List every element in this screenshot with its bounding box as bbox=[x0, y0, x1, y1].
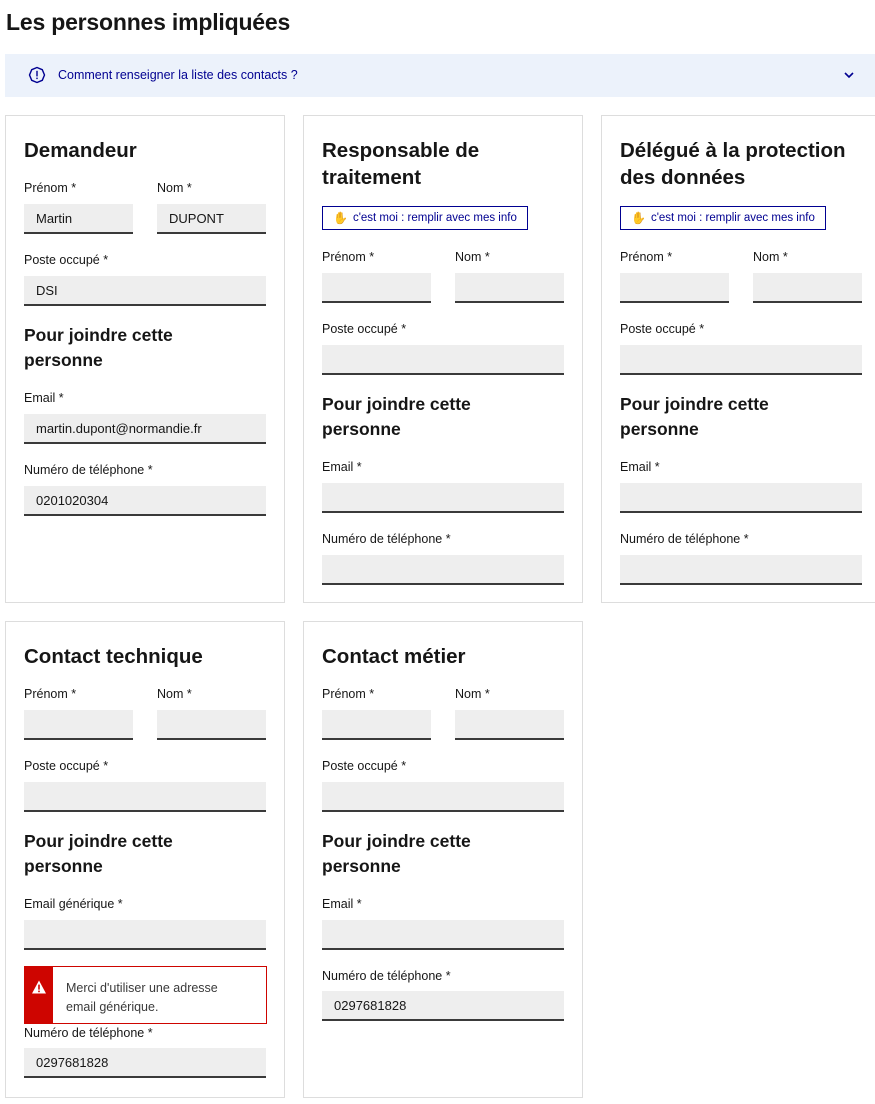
email-label: Email * bbox=[322, 897, 362, 911]
card-title: Demandeur bbox=[24, 139, 137, 162]
telephone-field[interactable]: 0297681828 bbox=[24, 1048, 266, 1078]
email-generique-field[interactable] bbox=[24, 920, 266, 950]
poste-field[interactable]: DSI bbox=[24, 276, 266, 306]
nom-field[interactable] bbox=[753, 273, 862, 303]
poste-label: Poste occupé * bbox=[322, 759, 407, 773]
reach-title: Pour joindre cette personne bbox=[24, 831, 173, 876]
telephone-label: Numéro de téléphone * bbox=[620, 532, 749, 546]
prenom-field[interactable] bbox=[24, 710, 133, 740]
poste-label: Poste occupé * bbox=[322, 322, 407, 336]
prenom-field[interactable] bbox=[322, 710, 431, 740]
prenom-label: Prénom * bbox=[24, 181, 77, 195]
prenom-field[interactable]: Martin bbox=[24, 204, 133, 234]
card-title: Contact métier bbox=[322, 645, 466, 668]
telephone-field[interactable] bbox=[620, 555, 862, 585]
fill-with-my-info-label: c'est moi : remplir avec mes info bbox=[650, 212, 815, 224]
telephone-field[interactable]: 0297681828 bbox=[322, 991, 564, 1021]
fill-with-my-info-label: c'est moi : remplir avec mes info bbox=[352, 212, 517, 224]
contacts-help-accordion[interactable] bbox=[5, 54, 875, 97]
reach-title: Pour joindre cette personne bbox=[24, 325, 173, 370]
info-icon bbox=[28, 66, 46, 84]
prenom-label: Prénom * bbox=[620, 250, 673, 264]
email-field[interactable] bbox=[322, 483, 564, 513]
email-generique-label: Email générique * bbox=[24, 897, 123, 911]
card-contact-metier bbox=[303, 621, 583, 1098]
telephone-label: Numéro de téléphone * bbox=[24, 463, 153, 477]
poste-label: Poste occupé * bbox=[24, 759, 109, 773]
poste-field[interactable] bbox=[24, 782, 266, 812]
email-field[interactable] bbox=[620, 483, 862, 513]
card-title: Contact technique bbox=[24, 645, 203, 668]
prenom-label: Prénom * bbox=[322, 687, 375, 701]
email-field[interactable]: martin.dupont@normandie.fr bbox=[24, 414, 266, 444]
telephone-label: Numéro de téléphone * bbox=[322, 532, 451, 546]
prenom-label: Prénom * bbox=[322, 250, 375, 264]
poste-label: Poste occupé * bbox=[24, 253, 109, 267]
fill-with-my-info-button[interactable] bbox=[620, 206, 826, 230]
chevron-down-icon bbox=[842, 68, 856, 82]
poste-field[interactable] bbox=[322, 345, 564, 375]
email-label: Email * bbox=[322, 460, 362, 474]
page-title: Les personnes impliquées bbox=[6, 9, 291, 35]
nom-label: Nom * bbox=[455, 250, 490, 264]
telephone-label: Numéro de téléphone * bbox=[24, 1026, 153, 1040]
hand-icon: ✋ bbox=[631, 211, 646, 225]
prenom-label: Prénom * bbox=[24, 687, 77, 701]
alert-bar bbox=[25, 967, 53, 1023]
card-contact-technique bbox=[5, 621, 285, 1098]
alert-message: Merci d'utiliser une adresse email générique. bbox=[66, 981, 218, 1014]
nom-field[interactable] bbox=[157, 710, 266, 740]
nom-label: Nom * bbox=[455, 687, 490, 701]
nom-field[interactable] bbox=[455, 273, 564, 303]
error-alert bbox=[24, 966, 267, 1024]
email-field[interactable] bbox=[322, 920, 564, 950]
telephone-field[interactable]: 0201020304 bbox=[24, 486, 266, 516]
nom-field[interactable] bbox=[455, 710, 564, 740]
email-label: Email * bbox=[24, 391, 64, 405]
poste-label: Poste occupé * bbox=[620, 322, 705, 336]
telephone-label: Numéro de téléphone * bbox=[322, 969, 451, 983]
nom-field[interactable]: DUPONT bbox=[157, 204, 266, 234]
nom-label: Nom * bbox=[157, 181, 192, 195]
reach-title: Pour joindre cette personne bbox=[322, 831, 471, 876]
telephone-field[interactable] bbox=[322, 555, 564, 585]
card-demandeur bbox=[5, 115, 285, 603]
card-title: Responsable de traitement bbox=[322, 139, 480, 189]
poste-field[interactable] bbox=[322, 782, 564, 812]
email-label: Email * bbox=[620, 460, 660, 474]
nom-label: Nom * bbox=[753, 250, 788, 264]
reach-title: Pour joindre cette personne bbox=[620, 394, 769, 439]
accordion-label: Comment renseigner la liste des contacts ? bbox=[58, 68, 298, 82]
fill-with-my-info-button[interactable] bbox=[322, 206, 528, 230]
warning-icon bbox=[31, 979, 47, 995]
prenom-field[interactable] bbox=[620, 273, 729, 303]
card-delegue bbox=[601, 115, 875, 603]
hand-icon: ✋ bbox=[333, 211, 348, 225]
reach-title: Pour joindre cette personne bbox=[322, 394, 471, 439]
card-title: Délégué à la protection des données bbox=[620, 139, 846, 189]
poste-field[interactable] bbox=[620, 345, 862, 375]
prenom-field[interactable] bbox=[322, 273, 431, 303]
nom-label: Nom * bbox=[157, 687, 192, 701]
card-responsable bbox=[303, 115, 583, 603]
